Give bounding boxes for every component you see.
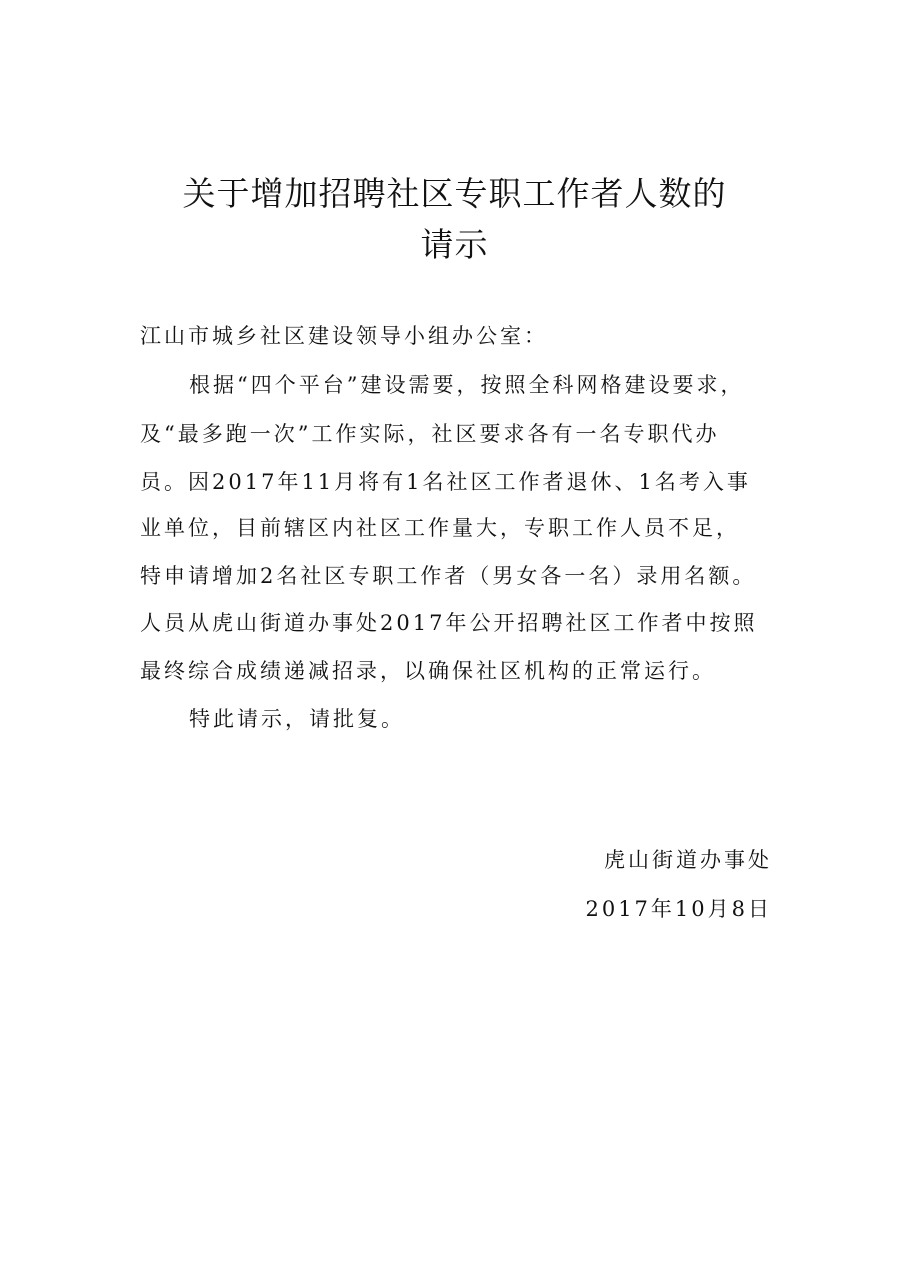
document-title-line-1: 关于增加招聘社区专职工作者人数的 bbox=[182, 174, 727, 213]
body-line: 人员从虎山街道办事处2017年公开招聘社区工作者中按照 bbox=[140, 611, 758, 635]
body-line: 根据“四个平台”建设需要，按照全科网格建设要求， bbox=[189, 373, 745, 397]
body-line: 及“最多跑一次”工作实际，社区要求各有一名专职代办 bbox=[140, 422, 720, 446]
body-line: 特申请增加2名社区专职工作者（男女各一名）录用名额。 bbox=[140, 564, 757, 588]
body-line: 业单位，目前辖区内社区工作量大，专职工作人员不足， bbox=[140, 516, 740, 540]
document-title-line-2: 请示 bbox=[420, 225, 489, 264]
signature-date: 2017年10月8日 bbox=[585, 897, 772, 921]
body-line: 最终综合成绩递减招录，以确保社区机构的正常运行。 bbox=[140, 659, 716, 683]
recipient-line: 江山市城乡社区建设领导小组办公室： bbox=[140, 324, 548, 348]
signature-org: 虎山街道办事处 bbox=[604, 848, 772, 872]
closing-line: 特此请示，请批复。 bbox=[189, 707, 405, 731]
body-line: 员。因2017年11月将有1名社区工作者退休、1名考入事 bbox=[140, 470, 751, 494]
